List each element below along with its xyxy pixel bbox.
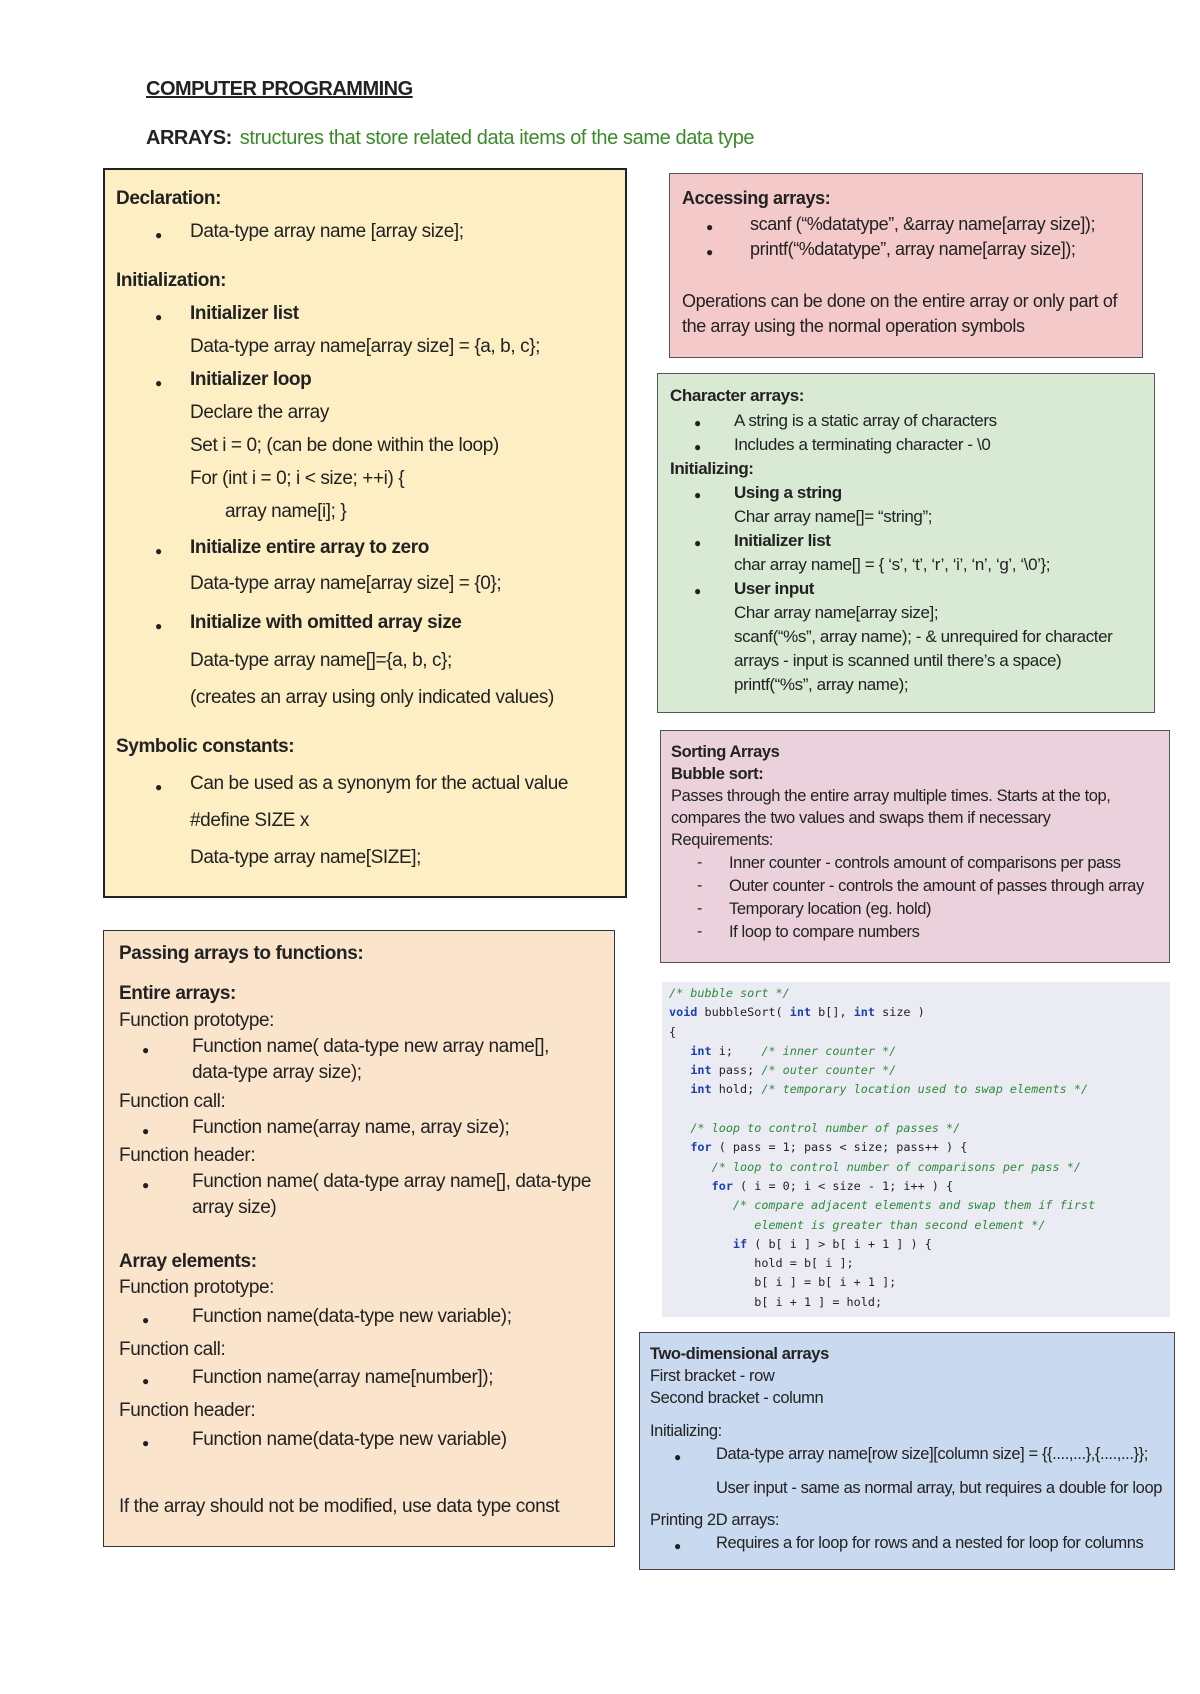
sort-requirement: If loop to compare numbers xyxy=(729,923,920,941)
bullet-icon: ● xyxy=(142,1124,150,1138)
bubble-sort-code xyxy=(662,982,1170,1317)
bullet-icon: ● xyxy=(155,310,163,324)
arrays-label: ARRAYS: xyxy=(146,127,232,149)
bullet-icon: ● xyxy=(142,1313,150,1327)
dash-bullet: - xyxy=(697,923,703,940)
bullet-icon: ● xyxy=(706,220,714,234)
entire-call: Function name(array name, array size); xyxy=(192,1117,510,1138)
bullet-icon: ● xyxy=(694,440,702,454)
bullet-icon: ● xyxy=(706,245,714,259)
char-item: A string is a static array of characters xyxy=(734,411,997,430)
init-loop-line: For (int i = 0; i < size; ++i) { xyxy=(190,468,405,489)
character-arrays-box xyxy=(657,373,1155,713)
entire-prototype-line: Function name( data-type new array name[], xyxy=(192,1036,550,1057)
sort-desc: Passes through the entire array multiple times. Starts at the top, xyxy=(671,787,1111,805)
twod-print-item: Requires a for loop for rows and a nested for loop for columns xyxy=(716,1534,1144,1552)
twod-title: Two-dimensional arrays xyxy=(650,1345,829,1363)
bullet-icon: ● xyxy=(142,1043,150,1057)
twod-line: Second bracket - column xyxy=(650,1389,824,1407)
code-line: b[ i + 1 ] = hold; xyxy=(669,1294,883,1309)
code-line: /* loop to control number of comparisons per pass */ xyxy=(711,1159,1081,1174)
init-omitted-title: Initialize with omitted array size xyxy=(190,612,462,633)
array-elements-title: Array elements: xyxy=(119,1251,257,1272)
init-loop-title: Initializer loop xyxy=(190,369,312,390)
init-omitted-note: (creates an array using only indicated values) xyxy=(190,687,554,708)
code-line: /* bubble sort */ xyxy=(669,986,790,1000)
passing-arrays-box xyxy=(103,930,615,1547)
init-list-code: Data-type array name[array size] = {a, b, c}; xyxy=(190,336,541,357)
sort-requirement: Outer counter - controls the amount of passes through array xyxy=(729,877,1144,895)
sort-subtitle: Bubble sort: xyxy=(671,765,764,783)
entire-arrays-title: Entire arrays: xyxy=(119,983,236,1004)
declaration-item: Data-type array name [array size]; xyxy=(190,221,464,242)
init-loop-line: Declare the array xyxy=(190,402,329,423)
char-item: Includes a terminating character - \0 xyxy=(734,435,991,454)
bullet-icon: ● xyxy=(142,1374,150,1388)
code-line: { xyxy=(669,1024,677,1039)
initialization-title: Initialization: xyxy=(116,270,227,291)
char-string-title: Using a string xyxy=(734,483,842,502)
code-line: for ( i = 0; i < size - 1; i++ ) { xyxy=(711,1178,954,1193)
init-zero-code: Data-type array name[array size] = {0}; xyxy=(190,573,502,594)
bullet-icon: ● xyxy=(694,488,702,502)
bullet-icon: ● xyxy=(155,780,163,794)
elements-prototype: Function name(data-type new variable); xyxy=(192,1306,512,1327)
twod-init-code: Data-type array name[row size][column size] = {{....,...},{....,...}}; xyxy=(716,1445,1148,1463)
char-input-line: arrays - input is scanned until there’s a space) xyxy=(734,651,1062,670)
dash-bullet: - xyxy=(697,900,703,917)
sorting-arrays-box xyxy=(660,730,1170,963)
code-line: hold = b[ i ]; xyxy=(669,1256,854,1271)
bullet-icon: ● xyxy=(674,1450,682,1464)
elements-prototype-label: Function prototype: xyxy=(119,1277,275,1298)
char-list-title: Initializer list xyxy=(734,531,831,550)
accessing-item: scanf (“%datatype”, &array name[array size]); xyxy=(750,214,1096,234)
init-zero-title: Initialize entire array to zero xyxy=(190,537,429,558)
code-line: for ( pass = 1; pass < size; pass++ ) { xyxy=(690,1140,968,1155)
init-list-title: Initializer list xyxy=(190,303,299,324)
twod-init-label: Initializing: xyxy=(650,1422,722,1440)
code-line: b[ i ] = b[ i + 1 ]; xyxy=(669,1275,897,1290)
bullet-icon: ● xyxy=(155,544,163,558)
code-line: /* loop to control number of passes */ xyxy=(690,1121,961,1136)
const-note: If the array should not be modified, use data type const xyxy=(119,1496,560,1517)
char-input-line: scanf(“%s”, array name); - & unrequired for character xyxy=(734,627,1113,646)
entire-header-line: Function name( data-type array name[], data-type xyxy=(192,1171,592,1192)
entire-header-line: array size) xyxy=(192,1197,277,1218)
code-line: element is greater than second element */ xyxy=(669,1217,1046,1232)
code-line: int hold; /* temporary location used to swap elements */ xyxy=(690,1082,1089,1097)
sort-requirement: Temporary location (eg. hold) xyxy=(729,900,932,918)
accessing-note: Operations can be done on the entire array or only part of xyxy=(682,291,1118,311)
twod-line: First bracket - row xyxy=(650,1367,775,1385)
char-title: Character arrays: xyxy=(670,386,805,405)
symbolic-usage: Data-type array name[SIZE]; xyxy=(190,847,422,868)
accessing-item: printf(“%datatype”, array name[array size]); xyxy=(750,239,1076,259)
bullet-icon: ● xyxy=(694,416,702,430)
entire-prototype-label: Function prototype: xyxy=(119,1010,275,1031)
symbolic-item: Can be used as a synonym for the actual value xyxy=(190,773,569,794)
sort-desc: compares the two values and swaps them if necessary xyxy=(671,809,1051,827)
sort-requirements-label: Requirements: xyxy=(671,831,774,849)
bullet-icon: ● xyxy=(142,1436,150,1450)
char-input-line: Char array name[array size]; xyxy=(734,603,939,622)
init-loop-line: Set i = 0; (can be done within the loop) xyxy=(190,435,499,456)
sort-requirement: Inner counter - controls amount of comparisons per pass xyxy=(729,854,1121,872)
char-input-title: User input xyxy=(734,579,815,598)
bullet-icon: ● xyxy=(694,584,702,598)
code-line: int pass; /* outer counter */ xyxy=(690,1063,897,1078)
twod-print-label: Printing 2D arrays: xyxy=(650,1511,780,1529)
elements-header-label: Function header: xyxy=(119,1400,256,1421)
accessing-arrays-box xyxy=(669,173,1143,358)
char-init-title: Initializing: xyxy=(670,459,754,478)
accessing-title: Accessing arrays: xyxy=(682,188,831,208)
bullet-icon: ● xyxy=(155,228,163,242)
code-listing xyxy=(669,984,1095,1312)
arrays-definition: structures that store related data items of the same data type xyxy=(239,127,755,149)
declaration-title: Declaration: xyxy=(116,188,222,209)
init-omitted-code: Data-type array name[]={a, b, c}; xyxy=(190,650,452,671)
code-line: void bubbleSort( int b[], int size ) xyxy=(669,1005,925,1020)
bullet-icon: ● xyxy=(674,1539,682,1553)
elements-call-label: Function call: xyxy=(119,1339,226,1360)
passing-title: Passing arrays to functions: xyxy=(119,943,364,964)
arrays-heading xyxy=(146,127,754,150)
init-loop-line: array name[i]; } xyxy=(225,501,347,522)
sort-title: Sorting Arrays xyxy=(671,743,780,761)
bullet-icon: ● xyxy=(155,376,163,390)
code-line: /* compare adjacent elements and swap them if first xyxy=(732,1198,1096,1213)
two-dimensional-arrays-box xyxy=(639,1332,1175,1570)
bullet-icon: ● xyxy=(155,619,163,633)
char-string-code: Char array name[]= “string”; xyxy=(734,507,933,526)
accessing-note: the array using the normal operation symbols xyxy=(682,316,1025,336)
dash-bullet: - xyxy=(697,877,703,894)
dash-bullet: - xyxy=(697,854,703,871)
entire-header-label: Function header: xyxy=(119,1145,256,1166)
char-input-line: printf(“%s”, array name); xyxy=(734,675,909,694)
elements-call: Function name(array name[number]); xyxy=(192,1367,494,1388)
bullet-icon: ● xyxy=(694,536,702,550)
code-line: int i; /* inner counter */ xyxy=(690,1043,897,1058)
code-line: if ( b[ i ] > b[ i + 1 ] ) { xyxy=(732,1236,932,1251)
page-title: COMPUTER PROGRAMMING xyxy=(146,78,413,100)
entire-prototype-line: data-type array size); xyxy=(192,1062,362,1083)
elements-header: Function name(data-type new variable) xyxy=(192,1429,507,1450)
entire-call-label: Function call: xyxy=(119,1091,226,1112)
bullet-icon: ● xyxy=(142,1178,150,1192)
symbolic-title: Symbolic constants: xyxy=(116,736,295,757)
twod-init-note: User input - same as normal array, but requires a double for loop xyxy=(716,1479,1163,1497)
char-list-code: char array name[] = { ‘s’, ‘t’, ‘r’, ‘i’, ‘n’, ‘g’, ‘\0’}; xyxy=(734,555,1051,574)
declaration-box xyxy=(103,168,627,898)
symbolic-define: #define SIZE x xyxy=(190,810,310,831)
